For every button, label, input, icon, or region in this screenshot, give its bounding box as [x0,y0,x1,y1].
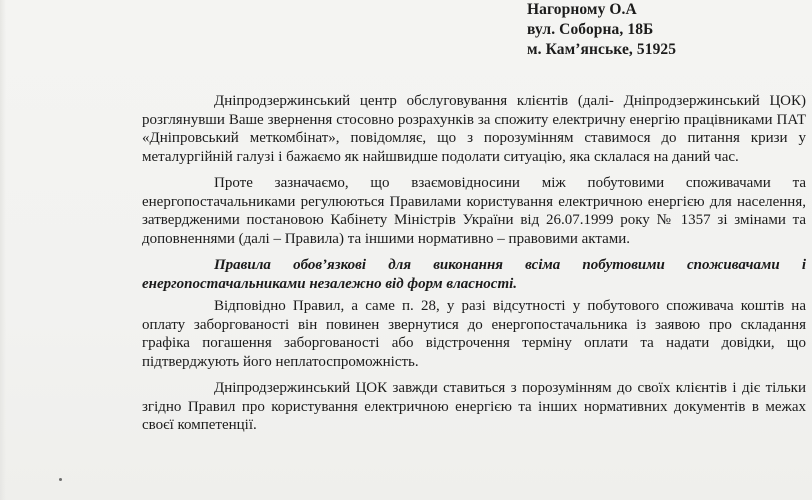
paragraph-closing: Дніпродзержинський ЦОК завжди ставиться з порозумінням до своїх клієнтів і діє тільки згідно Правил про користування електричною енергією та інших нормативних документів в межах своєї компетенції. [142,380,806,433]
scan-edge-shadow [0,0,6,500]
letter-body [142,92,806,443]
recipient-address [527,0,676,60]
paragraph-intro: Дніпродзержинський центр обслуговування клієнтів (далі- Дніпродзержинський ЦОК) розглянувши Ваше звернення стосовно розрахунків за спожиту електричну енергію працівниками ПАТ «Дніпровський меткомбінат», повідомляє, що з порозумінням ставимося до питання кризи у металургійній галузі і бажаємо як найшвидше подолати ситуацію, яка склалася на даний час. [142,93,806,165]
recipient-street: вул. Соборна, 18Б [527,21,654,38]
scan-speck [59,478,62,481]
recipient-name: Нагорному О.А [527,1,637,18]
recipient-city: м. Кам’янське, 51925 [527,41,677,58]
paragraph-clause-28: Відповідно Правил, а саме п. 28, у разі відсутності у побутового споживача коштів на оплату заборгованості він повинен звернутися до енергопостачальника із заявою про складання графіка погашення заборгованості або відстрочення терміну оплати та надати довідки, що підтверджують його неплатоспроможність. [142,298,806,370]
paragraph-regulations: Проте зазначаємо, що взаємовідносини між побутовими споживачами та енергопостачальниками регулюються Правилами користування електричною енергією для населення, затвердженими постановою Кабінету Міністрів України від 26.07.1999 року № 1357 зі змінами та доповненнями (далі – Правила) та іншими нормативно – правовими актами. [142,175,806,247]
paragraph-rules-mandatory: Правила обов’язкові для виконання всіма побутовими споживачами і енергопостачальниками незалежно від форм власності. [142,257,806,292]
